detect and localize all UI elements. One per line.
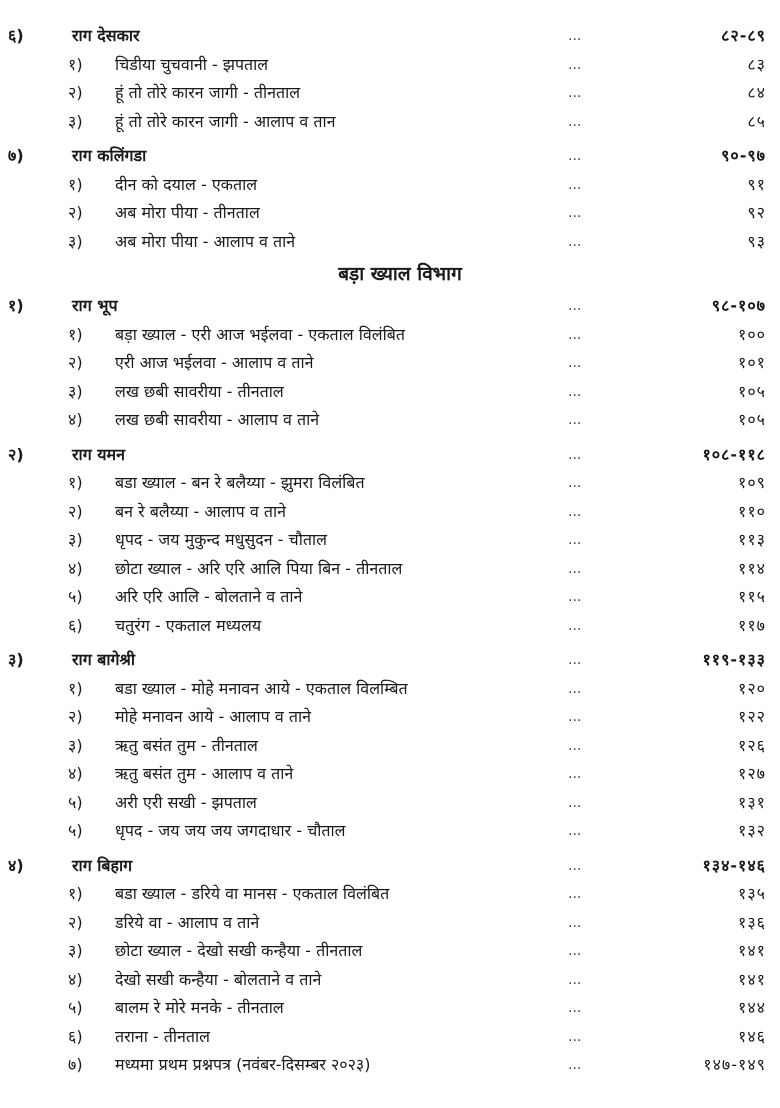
item-number: ५) xyxy=(68,998,83,1017)
leader-dots: ... xyxy=(568,85,582,101)
item-title: अरि एरि आलि - बोलताने व ताने xyxy=(115,587,303,606)
toc-section-row xyxy=(0,852,780,881)
page-number: १३५ xyxy=(738,884,766,903)
item-title: लख छबी सावरीया - तीनताल xyxy=(115,381,284,401)
item-number: ५) xyxy=(68,587,83,606)
leader-dots: ... xyxy=(568,617,582,634)
leader-dots: ... xyxy=(568,176,582,193)
item-number: १) xyxy=(68,324,83,344)
leader-dots: ... xyxy=(568,298,582,314)
leader-dots: ... xyxy=(568,113,582,130)
item-title: अरी एरी सखी - झपताल xyxy=(115,792,257,812)
item-title: बन रे बलैय्या - आलाप व ताने xyxy=(115,501,286,521)
toc-item-row xyxy=(0,79,780,108)
toc-item-row xyxy=(0,406,780,435)
item-number: ३) xyxy=(68,941,83,960)
item-title: ऋतु बसंत तुम - आलाप व ताने xyxy=(115,764,294,783)
item-number: १) xyxy=(68,678,83,698)
page-number: ८३ xyxy=(747,54,766,74)
item-title: डरिये वा - आलाप व ताने xyxy=(115,912,260,932)
item-title: एरी आज भईलवा - आलाप व ताने xyxy=(115,353,314,372)
leader-dots: ... xyxy=(568,446,582,463)
page-number: १२६ xyxy=(738,735,766,755)
toc-item-row xyxy=(0,760,780,789)
leader-dots: ... xyxy=(568,475,582,491)
item-number: २) xyxy=(68,83,83,102)
toc-item-row xyxy=(0,199,780,228)
section-title: राग कलिंगडा xyxy=(72,146,147,165)
toc-section-row xyxy=(0,22,780,51)
toc-item-row xyxy=(0,703,780,732)
toc-item-row xyxy=(0,909,780,938)
item-title: मोहे मनावन आये - आलाप व ताने xyxy=(115,707,311,726)
toc-item-row xyxy=(0,228,780,257)
page-number: १२२ xyxy=(738,707,766,726)
page-range: १३४-१४६ xyxy=(702,855,766,875)
page-number: ९३ xyxy=(747,231,766,251)
item-title: बालम रे मोरे मनके - तीनताल xyxy=(115,998,284,1017)
item-title: छोटा ख्याल - देखो सखी कन्हैया - तीनताल xyxy=(115,941,363,960)
item-title: देखो सखी कन्हैया - बोलताने व ताने xyxy=(115,969,322,989)
page-number: ११७ xyxy=(738,615,766,635)
toc-item-row xyxy=(0,321,780,350)
item-title: लख छबी सावरीया - आलाप व ताने xyxy=(115,410,320,429)
leader-dots: ... xyxy=(568,886,582,902)
toc-item-row xyxy=(0,171,780,200)
page-range: ८२-८९ xyxy=(721,26,766,45)
item-number: १) xyxy=(68,884,83,903)
section-number: १) xyxy=(8,296,24,315)
item-title: अब मोरा पीया - आलाप व ताने xyxy=(115,231,296,251)
toc-item-row xyxy=(0,789,780,818)
section-number: ३) xyxy=(8,650,24,669)
section-number: ४) xyxy=(8,855,24,875)
section-title: राग बिहाग xyxy=(72,855,133,875)
leader-dots: ... xyxy=(568,1028,582,1045)
item-number: ४) xyxy=(68,764,83,783)
section-title: राग देसकार xyxy=(72,26,140,45)
page-number: ८५ xyxy=(747,111,766,131)
item-number: ५) xyxy=(68,792,83,812)
section-title: राग यमन xyxy=(72,444,125,464)
section-number: २) xyxy=(8,444,24,464)
page-number: १४४ xyxy=(738,998,766,1017)
item-number: ४) xyxy=(68,558,83,578)
leader-dots: ... xyxy=(568,205,582,221)
page-number: १३२ xyxy=(738,821,766,840)
leader-dots: ... xyxy=(568,28,582,44)
toc-item-row xyxy=(0,498,780,527)
toc-item-row xyxy=(0,51,780,80)
item-number: २) xyxy=(68,353,83,372)
leader-dots: ... xyxy=(568,709,582,725)
toc-item-row xyxy=(0,555,780,584)
leader-dots: ... xyxy=(568,857,582,874)
item-number: २) xyxy=(68,912,83,932)
page-number: १३६ xyxy=(738,912,766,932)
leader-dots: ... xyxy=(568,680,582,697)
leader-dots: ... xyxy=(568,355,582,371)
toc-item-row xyxy=(0,469,780,498)
toc-item-row xyxy=(0,937,780,966)
toc-section-row xyxy=(0,292,780,321)
page-number: ११४ xyxy=(738,558,766,578)
item-number: ३) xyxy=(68,381,83,401)
table-of-contents xyxy=(0,22,780,1080)
item-title: बडा ख्याल - मोहे मनावन आये - एकताल विलम्बित xyxy=(115,678,408,698)
page-number: १०९ xyxy=(738,473,766,492)
section-number: ६) xyxy=(8,26,24,45)
item-title: अब मोरा पीया - तीनताल xyxy=(115,203,260,222)
page-number: १०५ xyxy=(738,410,766,429)
leader-dots: ... xyxy=(568,914,582,931)
item-title: ऋतु बसंत तुम - तीनताल xyxy=(115,735,258,755)
item-title: छोटा ख्याल - अरि एरि आलि पिया बिन - तीनताल xyxy=(115,558,403,578)
item-title: बडा ख्याल - डरिये वा मानस - एकताल विलंबित xyxy=(115,884,390,903)
page-number: १०१ xyxy=(738,353,766,372)
item-title: दीन को दयाल - एकताल xyxy=(115,174,258,194)
page-number: १४७-१४९ xyxy=(703,1055,766,1074)
item-number: १) xyxy=(68,174,83,194)
page-number: १२७ xyxy=(738,764,766,783)
page-number: १४१ xyxy=(738,969,766,989)
leader-dots: ... xyxy=(568,823,582,839)
item-title: मध्यमा प्रथम प्रश्नपत्र (नवंबर-दिसम्बर २०२३) xyxy=(115,1055,371,1074)
item-number: ६) xyxy=(68,1026,83,1046)
section-title: राग बागेश्री xyxy=(72,650,136,669)
toc-item-row xyxy=(0,349,780,378)
section-title: राग भूप xyxy=(72,296,118,315)
page-range: ९०-९७ xyxy=(721,146,766,165)
page-number: १०५ xyxy=(738,381,766,401)
page-number: १३१ xyxy=(738,792,766,812)
section-number: ७) xyxy=(8,146,24,165)
page-number: ११३ xyxy=(738,530,766,549)
item-number: २) xyxy=(68,707,83,726)
toc-item-row xyxy=(0,675,780,704)
leader-dots: ... xyxy=(568,943,582,959)
page-number: १४१ xyxy=(738,941,766,960)
page-range: ११९-१३३ xyxy=(702,650,766,669)
leader-dots: ... xyxy=(568,56,582,73)
item-title: हूं तो तोरे कारन जागी - तीनताल xyxy=(115,83,301,102)
page-number: ९१ xyxy=(747,174,766,194)
toc-item-row xyxy=(0,817,780,846)
leader-dots: ... xyxy=(568,503,582,520)
leader-dots: ... xyxy=(568,233,582,250)
item-number: १) xyxy=(68,54,83,74)
page-number: ८४ xyxy=(747,83,766,102)
leader-dots: ... xyxy=(568,589,582,605)
division-heading: बड़ा ख्याल विभाग xyxy=(338,263,462,285)
item-number: ७) xyxy=(68,1055,83,1074)
item-number: २) xyxy=(68,203,83,222)
toc-item-row xyxy=(0,880,780,909)
page-number: ११० xyxy=(738,501,766,521)
toc-item-row xyxy=(0,612,780,641)
toc-item-row xyxy=(0,378,780,407)
leader-dots: ... xyxy=(568,652,582,668)
item-number: ३) xyxy=(68,735,83,755)
page-range: ९८-१०७ xyxy=(711,296,766,315)
page-number: ९२ xyxy=(747,203,766,222)
item-number: ४) xyxy=(68,969,83,989)
toc-item-row xyxy=(0,108,780,137)
toc-item-row xyxy=(0,994,780,1023)
item-number: २) xyxy=(68,501,83,521)
item-title: चिडीया चुचवानी - झपताल xyxy=(115,54,269,74)
leader-dots: ... xyxy=(568,794,582,811)
item-number: ४) xyxy=(68,410,83,429)
item-number: ६) xyxy=(68,615,83,635)
toc-item-row xyxy=(0,583,780,612)
item-title: धृपद - जय जय जय जगदाधार - चौताल xyxy=(115,821,346,840)
item-title: बड़ा ख्याल - एरी आज भईलवा - एकताल विलंबित xyxy=(115,324,405,344)
leader-dots: ... xyxy=(568,766,582,782)
item-number: ५) xyxy=(68,821,83,840)
leader-dots: ... xyxy=(568,1057,582,1073)
leader-dots: ... xyxy=(568,532,582,548)
leader-dots: ... xyxy=(568,737,582,754)
toc-section-row xyxy=(0,646,780,675)
toc-item-row xyxy=(0,966,780,995)
page-number: ११५ xyxy=(738,587,766,606)
toc-section-row xyxy=(0,142,780,171)
toc-item-row xyxy=(0,1023,780,1052)
toc-item-row xyxy=(0,526,780,555)
item-title: चतुरंग - एकताल मध्यलय xyxy=(115,615,262,635)
item-title: तराना - तीनताल xyxy=(115,1026,211,1046)
item-number: ३) xyxy=(68,530,83,549)
toc-item-row xyxy=(0,1051,780,1080)
leader-dots: ... xyxy=(568,326,582,343)
leader-dots: ... xyxy=(568,971,582,988)
item-number: ३) xyxy=(68,111,83,131)
leader-dots: ... xyxy=(568,560,582,577)
page-number: १०० xyxy=(738,324,766,344)
page-number: १४६ xyxy=(738,1026,766,1046)
item-title: हूं तो तोरे कारन जागी - आलाप व तान xyxy=(115,111,336,131)
item-title: धृपद - जय मुकुन्द मधुसुदन - चौताल xyxy=(115,530,327,549)
item-number: ३) xyxy=(68,231,83,251)
leader-dots: ... xyxy=(568,148,582,164)
item-title: बडा ख्याल - बन रे बलैय्या - झुमरा विलंबित xyxy=(115,473,365,492)
item-number: १) xyxy=(68,473,83,492)
page-number: १२० xyxy=(738,678,766,698)
leader-dots: ... xyxy=(568,1000,582,1016)
page-range: १०८-११८ xyxy=(702,444,766,464)
leader-dots: ... xyxy=(568,383,582,400)
leader-dots: ... xyxy=(568,412,582,428)
toc-section-row xyxy=(0,441,780,470)
toc-item-row xyxy=(0,732,780,761)
